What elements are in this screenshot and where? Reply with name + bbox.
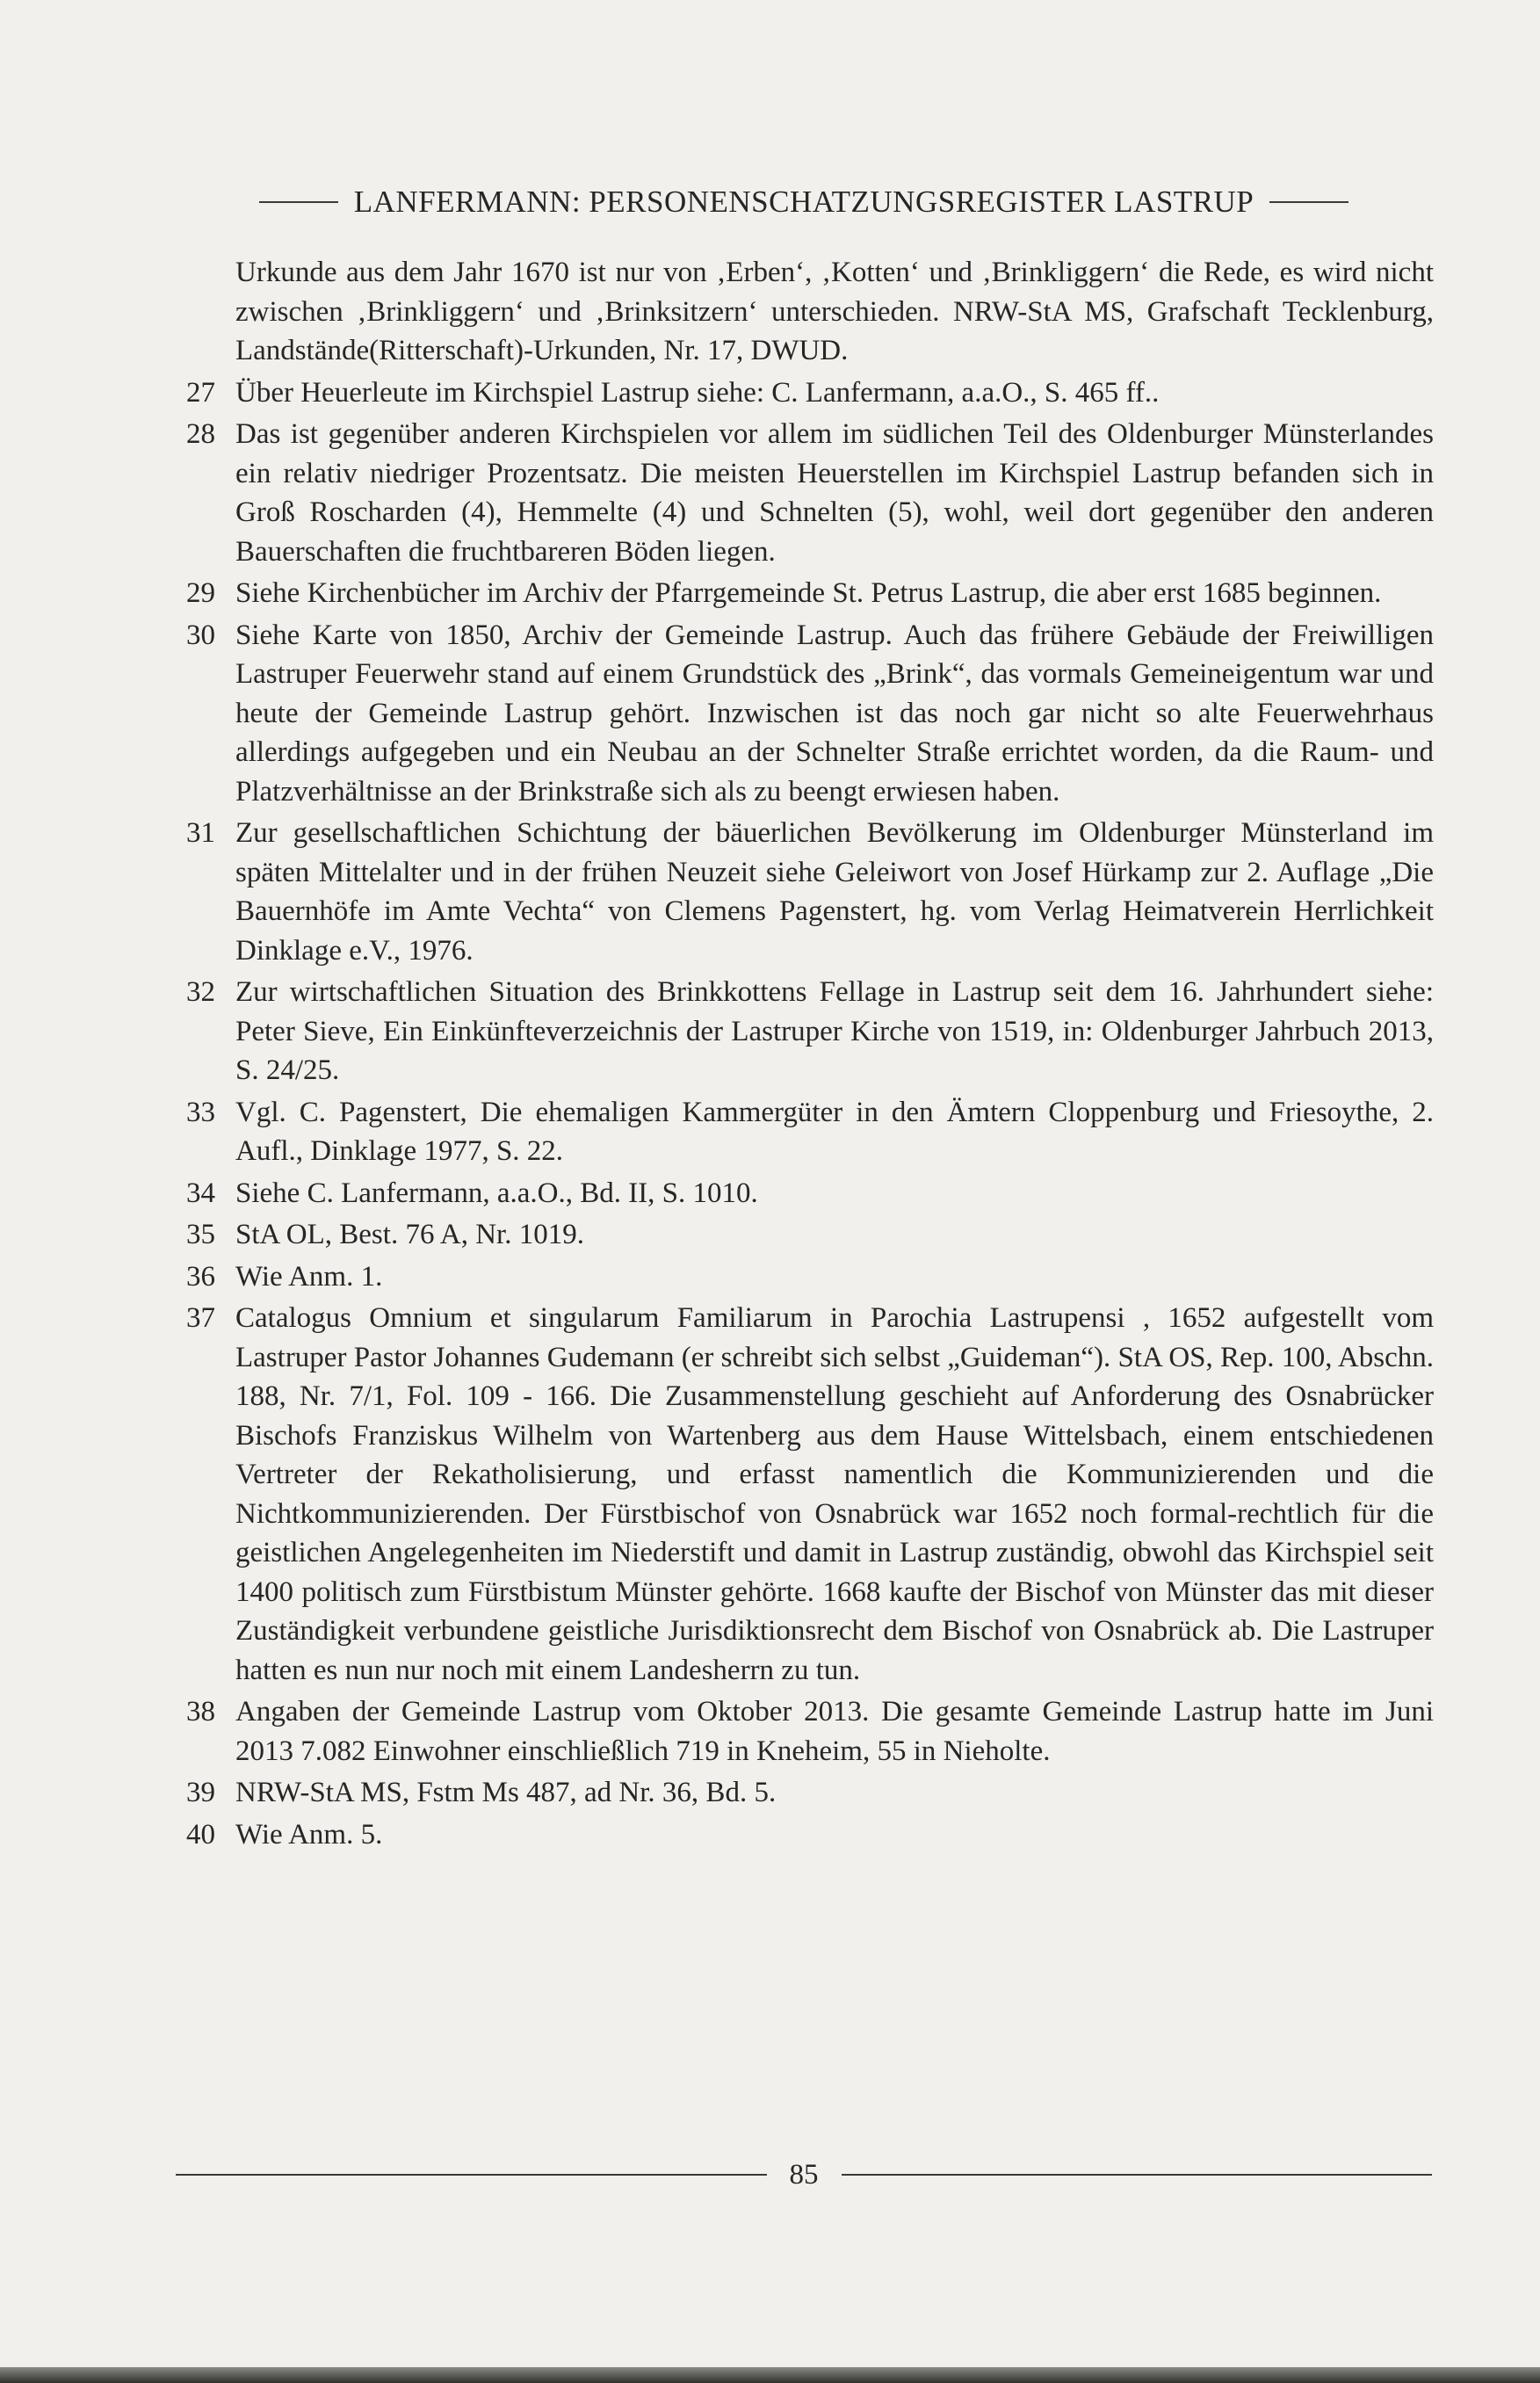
footnote-text: Wie Anm. 1.	[235, 1260, 383, 1293]
footnote-28	[186, 415, 1434, 571]
footnote-number: 34	[186, 1177, 215, 1209]
footnote-40	[186, 1815, 1434, 1855]
footnote-number: 40	[186, 1818, 215, 1851]
page-footer	[176, 2153, 1432, 2197]
footnote-text: Siehe C. Lanfermann, a.a.O., Bd. II, S. 1010.	[235, 1177, 758, 1209]
footnote-text: StA OL, Best. 76 A, Nr. 1019.	[235, 1219, 584, 1250]
footnote-text: Vgl. C. Pagenstert, Die ehemaligen Kammergüter in den Ämtern Cloppenburg und Friesoythe, 2. Aufl., Dinklage 1977, S. 22.	[235, 1096, 1434, 1167]
scan-edge	[0, 2367, 1540, 2383]
footnote-29	[186, 574, 1434, 613]
footnote-number: 35	[186, 1219, 215, 1250]
footnote-text: Zur gesellschaftlichen Schichtung der bäuerlichen Bevölkerung im Oldenburger Münsterland im späten Mittelalter und in der frühen Neuzeit siehe Geleiwort von Josef Hürkamp zur 2. Auflage „Die Bauernhöfe im Amte Vechta“ von Clemens Pagenstert, hg. vom Verlag Heimatverein Herrlichkeit Dinklage e.V., 1976.	[235, 817, 1434, 967]
footnote-number: 39	[186, 1777, 215, 1808]
footnote-number: 29	[186, 577, 215, 609]
footnote-27	[186, 373, 1434, 413]
footnotes	[186, 253, 1434, 1857]
footnote-number: 33	[186, 1096, 215, 1128]
header-rule-left	[259, 201, 338, 203]
footnote-number: 37	[186, 1302, 215, 1334]
footer-rule-left	[176, 2174, 767, 2176]
footnote-34	[186, 1174, 1434, 1213]
footnote-35	[186, 1215, 1434, 1255]
footnote-continued	[186, 253, 1434, 371]
running-header	[176, 180, 1432, 224]
footnote-number: 28	[186, 418, 215, 450]
footnote-33	[186, 1093, 1434, 1171]
footnote-text: Urkunde aus dem Jahr 1670 ist nur von ‚Erben‘, ‚Kotten‘ und ‚Brinkliggern‘ die Rede, es wird nicht zwischen ‚Brinkliggern‘ und ‚Brinksitzern‘ unterschieden. NRW-StA MS, Grafschaft Tecklenburg, Landstände(Ritterschaft)-Urkunden, Nr. 17, DWUD.	[235, 257, 1434, 366]
footnote-number: 38	[186, 1696, 215, 1727]
footnote-31	[186, 814, 1434, 970]
footer-rule-right	[842, 2174, 1433, 2176]
footnote-number: 27	[186, 376, 215, 409]
footnote-text: Über Heuerleute im Kirchspiel Lastrup siehe: C. Lanfermann, a.a.O., S. 465 ff..	[235, 376, 1160, 409]
header-rule-right	[1269, 201, 1348, 203]
footnote-text: Zur wirtschaftlichen Situation des Brinkkottens Fellage in Lastrup seit dem 16. Jahrhundert siehe: Peter Sieve, Ein Einkünfteverzeichnis der Lastruper Kirche von 1519, in: Oldenburger Jahrbuch 2013, S. 24/25.	[235, 976, 1434, 1086]
footnote-number: 30	[186, 619, 215, 651]
footnote-30	[186, 616, 1434, 812]
footnote-32	[186, 973, 1434, 1090]
footnote-37	[186, 1299, 1434, 1690]
running-title: LANFERMANN: PERSONENSCHATZUNGSREGISTER LASTRUP	[353, 185, 1254, 219]
footnote-text: Catalogus Omnium et singularum Familiarum in Parochia Lastrupensi , 1652 aufgestellt vom Lastruper Pastor Johannes Gudemann (er schreibt sich selbst „Guideman“). StA OS, Rep. 100, Abschn. 188, Nr. 7/1, Fol. 109 - 166. Die Zusammenstellung geschieht auf Anforderung des Osnabrücker Bischofs Franziskus Wilhelm von Wartenberg aus dem Hause Wittelsbach, einem entschiedenen Vertreter der Rekatholisierung, und erfasst namentlich die Kommunizierenden und die Nichtkommunizierenden. Der Fürstbischof von Osnabrück war 1652 noch formal-rechtlich für die geistlichen Angelegenheiten im Niederstift und damit in Lastrup zuständig, obwohl das Kirchspiel seit 1400 politisch zum Fürstbistum Münster gehörte. 1668 kaufte der Bischof von Münster das mit dieser Zuständigkeit verbundene geistliche Jurisdiktionsrecht dem Bischof von Osnabrück ab. Die Lastruper hatten es nun nur noch mit einem Landesherrn zu tun.	[235, 1302, 1434, 1686]
footnote-text: Das ist gegenüber anderen Kirchspielen vor allem im südlichen Teil des Oldenburger Münsterlandes ein relativ niedriger Prozentsatz. Die meisten Heuerstellen im Kirchspiel Lastrup befanden sich in Groß Roscharden (4), Hemmelte (4) und Schnelten (5), wohl, weil dort gegenüber den anderen Bauerschaften die fruchtbareren Böden liegen.	[235, 418, 1434, 568]
footnote-39	[186, 1773, 1434, 1813]
footnote-text: Wie Anm. 5.	[235, 1818, 383, 1851]
footnote-text: Angaben der Gemeinde Lastrup vom Oktober 2013. Die gesamte Gemeinde Lastrup hatte im Juni 2013 7.082 Einwohner einschließlich 719 in Kneheim, 55 in Nieholte.	[235, 1696, 1434, 1767]
footnote-number: 36	[186, 1260, 215, 1293]
footnote-text: Siehe Kirchenbücher im Archiv der Pfarrgemeinde St. Petrus Lastrup, die aber erst 1685 beginnen.	[235, 577, 1382, 609]
footnote-36	[186, 1257, 1434, 1297]
footnote-number: 32	[186, 976, 215, 1008]
footnote-number: 31	[186, 817, 215, 849]
page-number: 85	[789, 2158, 819, 2191]
footnote-38	[186, 1692, 1434, 1771]
footnote-text: Siehe Karte von 1850, Archiv der Gemeinde Lastrup. Auch das frühere Gebäude der Freiwilligen Lastruper Feuerwehr stand auf einem Grundstück des „Brink“, das vormals Gemeineigentum war und heute der Gemeinde Lastrup gehört. Inzwischen ist das noch gar nicht so alte Feuerwehrhaus allerdings aufgegeben und ein Neubau an der Schnelter Straße errichtet worden, da die Raum- und Platzverhältnisse an der Brinkstraße sich als zu beengt erwiesen haben.	[235, 619, 1434, 808]
footnote-text: NRW-StA MS, Fstm Ms 487, ad Nr. 36, Bd. 5.	[235, 1777, 777, 1808]
